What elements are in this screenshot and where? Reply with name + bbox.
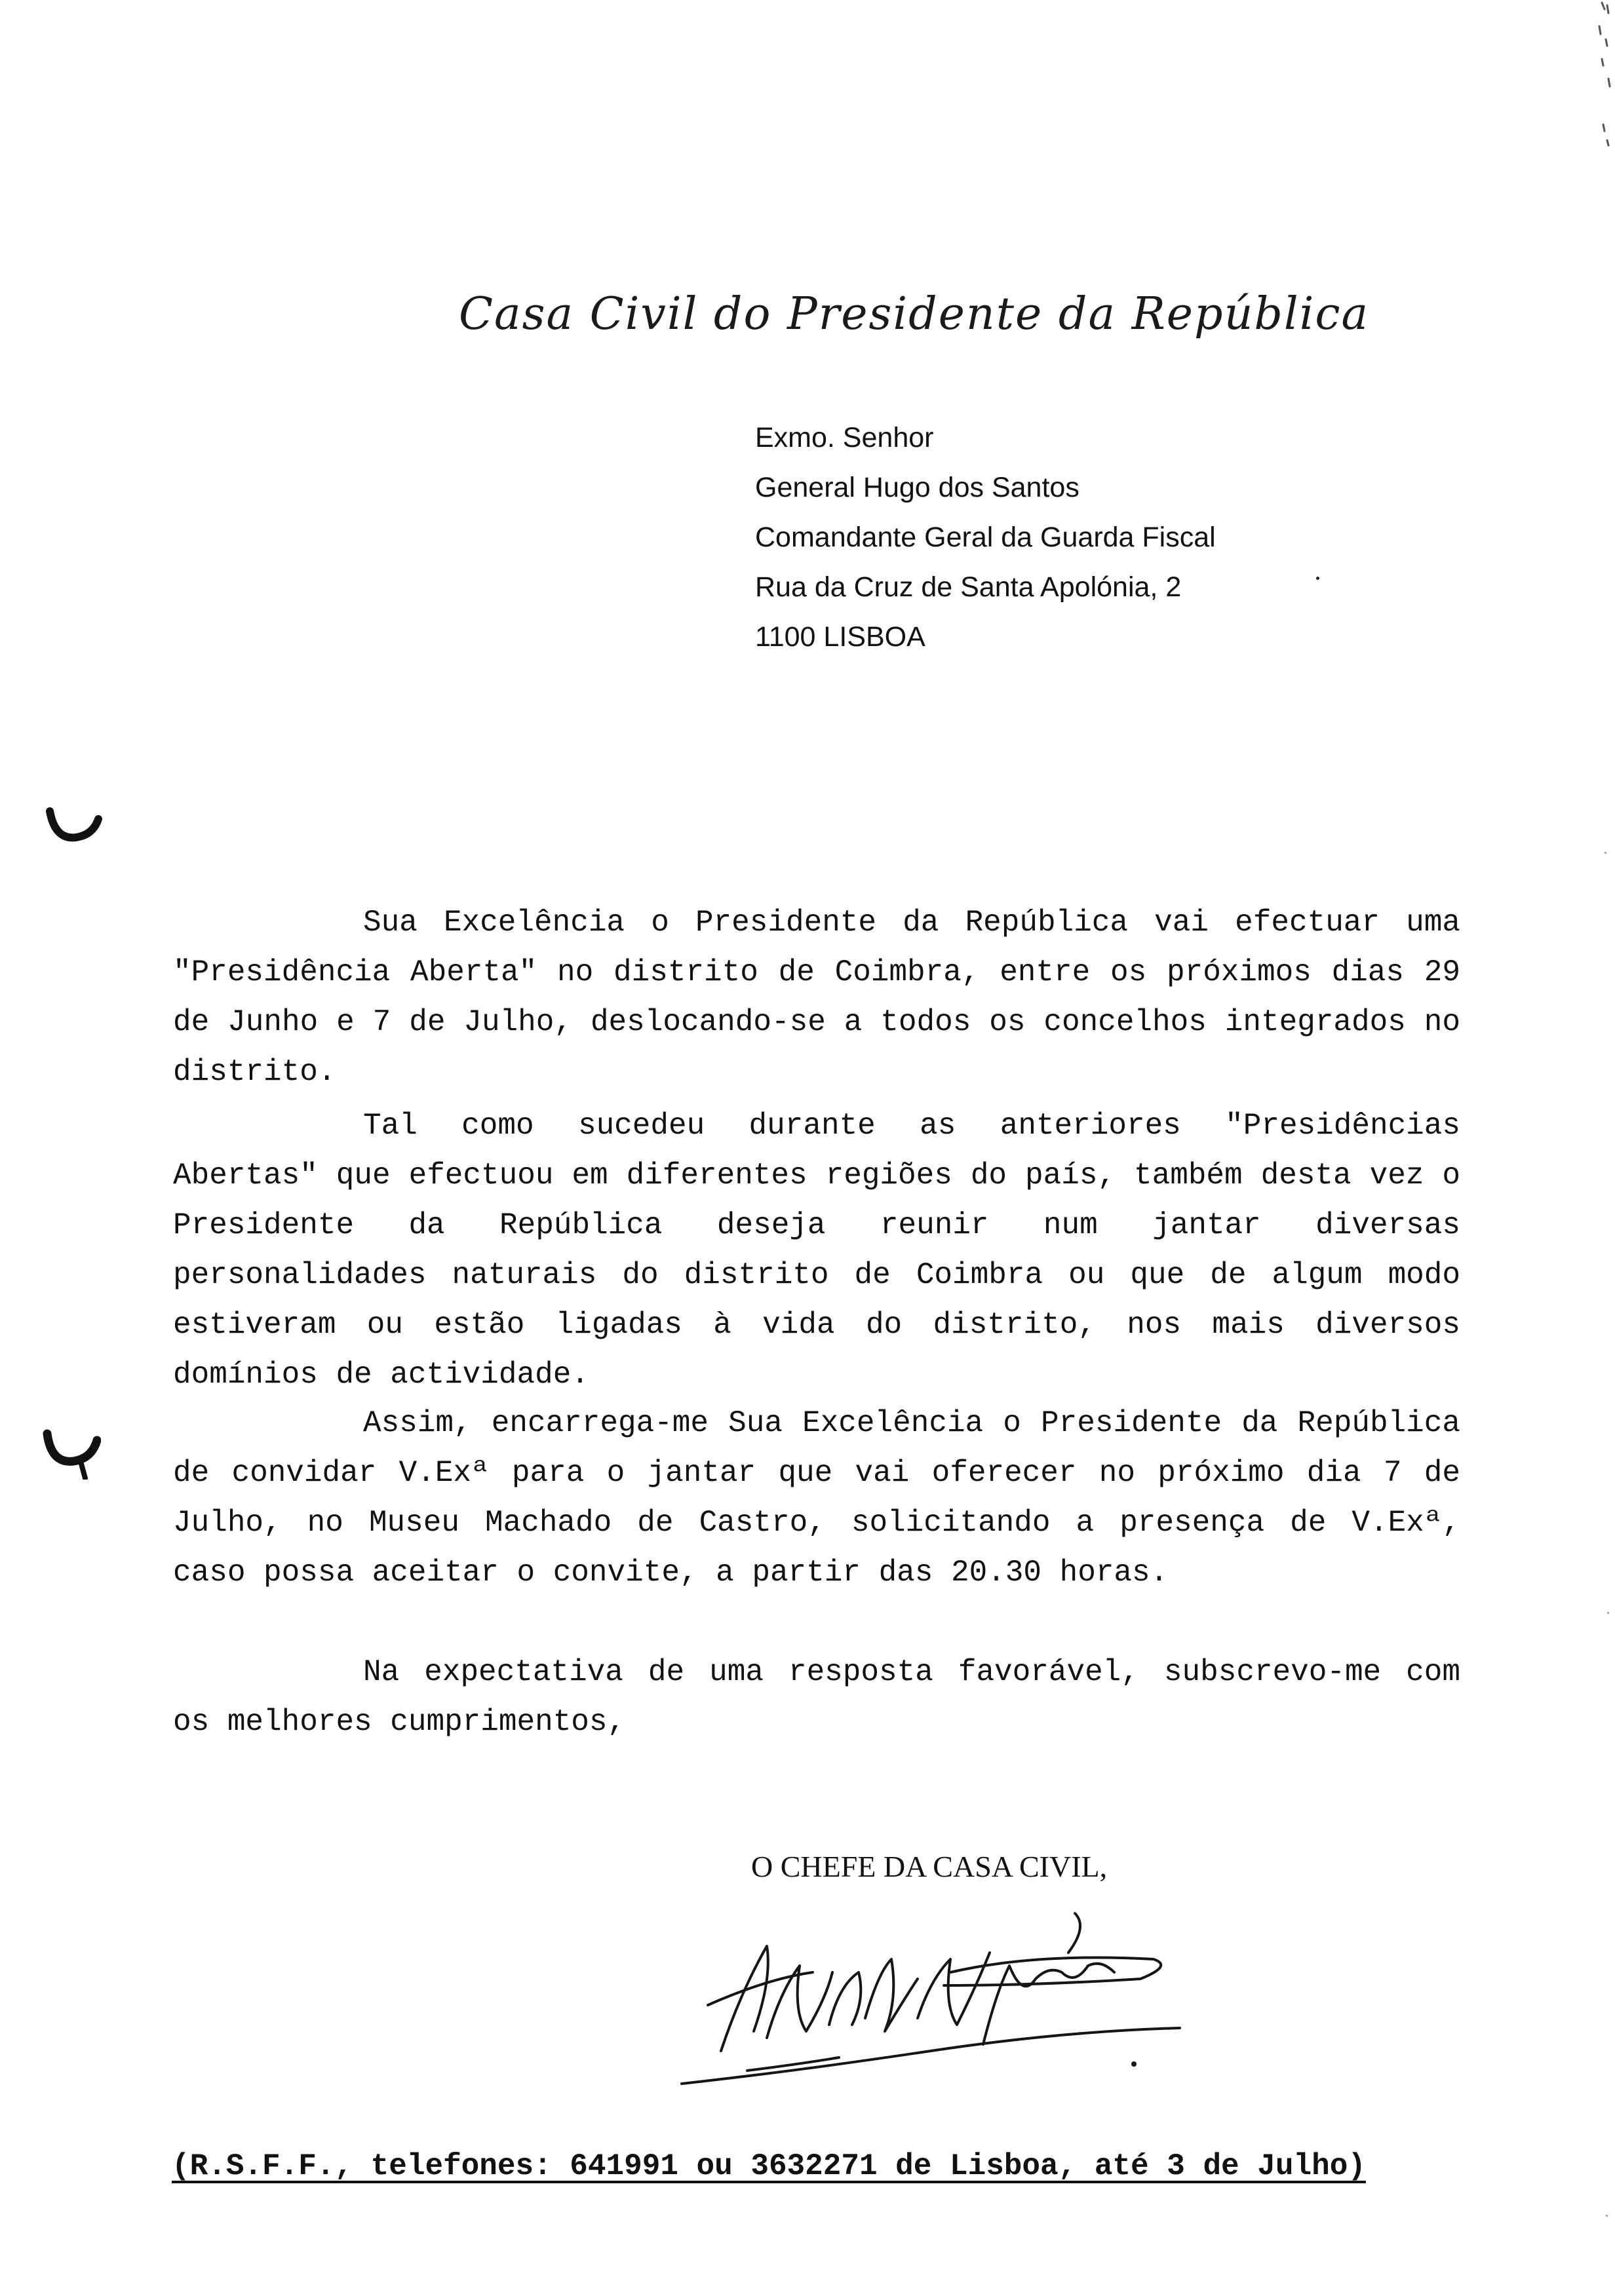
signature (669, 1900, 1206, 2097)
scan-speck (1607, 1612, 1609, 1614)
letterhead: Casa Civil do Presidente da República (459, 288, 1370, 340)
punch-hole-mark (43, 799, 102, 852)
closing-title: O CHEFE DA CASA CIVIL, (751, 1850, 1108, 1883)
recipient-street: Rua da Cruz de Santa Apolónia, 2 (755, 571, 1182, 603)
recipient-salutation: Exmo. Senhor (755, 422, 934, 453)
punch-hole-mark (42, 1421, 101, 1480)
recipient-title: Comandante Geral da Guarda Fiscal (755, 522, 1216, 553)
scan-speck (1606, 2215, 1608, 2217)
recipient-name: General Hugo dos Santos (755, 472, 1080, 503)
footer-note: (R.S.F.F., telefones: 641991 ou 3632271 de Lisboa, até 3 de Julho) (172, 2149, 1366, 2183)
recipient-address (755, 413, 1216, 662)
body-paragraph: Sua Excelência o Presidente da República vai efectuar uma "Presidência Aberta" no distrito de Coimbra, entre os próximos dias 29 de Junho e 7 de Julho, deslocando-se a todos os concelhos integrados no distrito. (173, 906, 1460, 1089)
body-paragraph: Assim, encarrega-me Sua Excelência o Presidente da República de convidar V.Exª para o jantar que vai oferecer no próximo dia 7 de Julho, no Museu Machado de Castro, solicitando a presença de V.Exª, caso possa aceitar o convite, a partir das 20.30 horas. (173, 1406, 1460, 1590)
body-paragraph: Tal como sucedeu durante as anteriores "Presidências Abertas" que efectuou em diferentes regiões do país, também desta vez o Presidente da República deseja reunir num jantar diversas personalidades naturais do distrito de Coimbra ou que de algum modo estiveram ou estão ligadas à vida do distrito, nos mais diversos domínios de actividade. (173, 1109, 1460, 1392)
scan-speck (1605, 852, 1606, 854)
stray-dot (1316, 577, 1319, 580)
recipient-city: 1100 LISBOA (755, 621, 925, 653)
scan-edge-marks (1580, 0, 1615, 170)
body-paragraph: Na expectativa de uma resposta favorável, subscrevo-me com os melhores cumprimentos, (173, 1655, 1460, 1739)
